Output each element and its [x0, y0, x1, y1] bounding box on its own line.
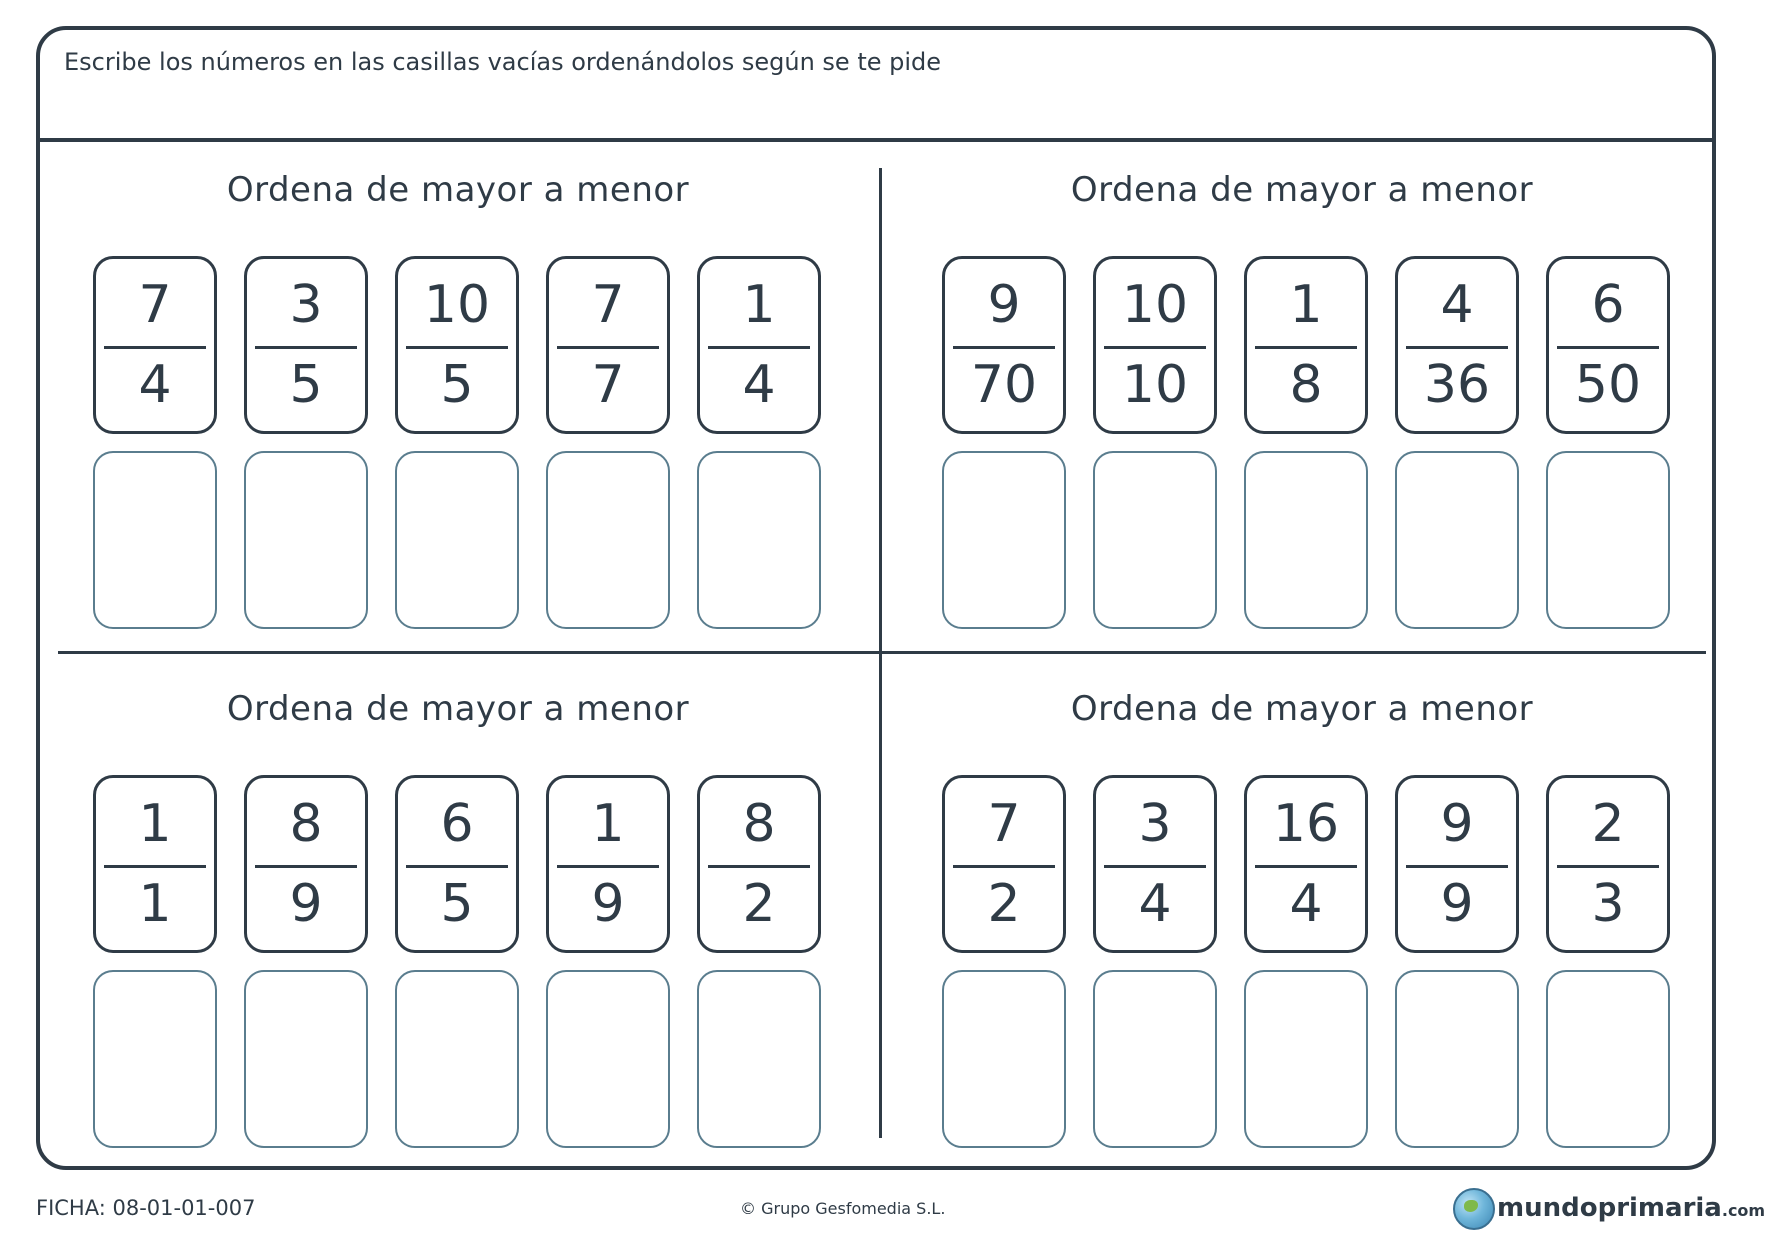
fraction-card: [1244, 256, 1368, 434]
fraction-denominator: 5: [440, 874, 474, 934]
fraction-numerator: 1: [591, 794, 625, 854]
fraction-denominator: 10: [1121, 355, 1189, 415]
fraction-numerator: 9: [987, 275, 1021, 335]
fraction-bar: [1406, 865, 1508, 868]
answer-box[interactable]: [546, 970, 670, 1148]
fraction-card: [1244, 775, 1368, 953]
fraction-denominator: 36: [1423, 355, 1491, 415]
fraction-card: [1546, 256, 1670, 434]
exercise-title: Ordena de mayor a menor: [226, 170, 690, 210]
brand-wordmark: [1497, 1193, 1765, 1223]
globe-icon: [1453, 1188, 1495, 1230]
answer-box[interactable]: [1546, 451, 1670, 629]
fraction-numerator: 16: [1272, 794, 1340, 854]
fraction-numerator: 1: [1289, 275, 1323, 335]
fraction-card: [93, 256, 217, 434]
answer-box[interactable]: [1093, 970, 1217, 1148]
answer-box[interactable]: [697, 970, 821, 1148]
fraction-numerator: 10: [423, 275, 491, 335]
fraction-bar: [104, 346, 206, 349]
copyright-text: © Grupo Gesfomedia S.L.: [740, 1199, 946, 1218]
fraction-card: [942, 256, 1066, 434]
fraction-bar: [1104, 346, 1206, 349]
exercise-quadrant-1: [58, 170, 858, 650]
fraction-bar: [1557, 346, 1659, 349]
fraction-card: [395, 256, 519, 434]
fraction-numerator: 4: [1440, 275, 1474, 335]
exercise-quadrant-2: [902, 170, 1702, 650]
fraction-bar: [1104, 865, 1206, 868]
fraction-bar: [1255, 346, 1357, 349]
fraction-numerator: 1: [138, 794, 172, 854]
instruction-text: Escribe los números en las casillas vacías ordenándolos según se te pide: [64, 48, 942, 76]
answer-box[interactable]: [697, 451, 821, 629]
fraction-denominator: 2: [742, 874, 776, 934]
fraction-numerator: 9: [1440, 794, 1474, 854]
fraction-denominator: 9: [289, 874, 323, 934]
fraction-denominator: 4: [138, 355, 172, 415]
brand-name: mundoprimaria: [1497, 1193, 1722, 1223]
fraction-numerator: 6: [1591, 275, 1625, 335]
fraction-denominator: 5: [440, 355, 474, 415]
fraction-card: [1093, 256, 1217, 434]
exercise-title: Ordena de mayor a menor: [226, 689, 690, 729]
fraction-numerator: 6: [440, 794, 474, 854]
answer-box[interactable]: [93, 970, 217, 1148]
fraction-numerator: 2: [1591, 794, 1625, 854]
fraction-card: [546, 256, 670, 434]
fraction-card: [697, 775, 821, 953]
fraction-card: [697, 256, 821, 434]
fraction-numerator: 3: [1138, 794, 1172, 854]
answer-box[interactable]: [244, 451, 368, 629]
answer-box[interactable]: [1546, 970, 1670, 1148]
fraction-numerator: 7: [987, 794, 1021, 854]
answer-box[interactable]: [395, 451, 519, 629]
worksheet: [36, 26, 1716, 1170]
answer-box[interactable]: [546, 451, 670, 629]
fraction-numerator: 10: [1121, 275, 1189, 335]
answer-box[interactable]: [1244, 970, 1368, 1148]
fraction-numerator: 8: [742, 794, 776, 854]
fraction-card: [244, 256, 368, 434]
fraction-card: [93, 775, 217, 953]
fraction-numerator: 3: [289, 275, 323, 335]
fraction-bar: [708, 346, 810, 349]
fraction-bar: [1406, 346, 1508, 349]
fraction-card: [1395, 775, 1519, 953]
fraction-denominator: 3: [1591, 874, 1625, 934]
fraction-bar: [557, 346, 659, 349]
fraction-bar: [255, 865, 357, 868]
fraction-bar: [953, 865, 1055, 868]
exercise-title: Ordena de mayor a menor: [1070, 689, 1534, 729]
answer-box[interactable]: [1395, 451, 1519, 629]
answer-box[interactable]: [942, 970, 1066, 1148]
fraction-bar: [104, 865, 206, 868]
fraction-card: [1093, 775, 1217, 953]
fraction-denominator: 1: [138, 874, 172, 934]
worksheet-code: FICHA: 08-01-01-007: [36, 1196, 256, 1220]
fraction-denominator: 9: [1440, 874, 1474, 934]
fraction-denominator: 50: [1574, 355, 1642, 415]
exercise-quadrant-3: [58, 689, 858, 1169]
fraction-numerator: 8: [289, 794, 323, 854]
horizontal-divider: [58, 651, 1706, 654]
answer-box[interactable]: [1244, 451, 1368, 629]
answer-box[interactable]: [1093, 451, 1217, 629]
answer-box[interactable]: [395, 970, 519, 1148]
fraction-bar: [1255, 865, 1357, 868]
fraction-bar: [406, 865, 508, 868]
fraction-denominator: 4: [1138, 874, 1172, 934]
fraction-bar: [1557, 865, 1659, 868]
fraction-numerator: 7: [138, 275, 172, 335]
fraction-denominator: 8: [1289, 355, 1323, 415]
brand-tld: .com: [1721, 1201, 1765, 1220]
fraction-denominator: 5: [289, 355, 323, 415]
fraction-numerator: 1: [742, 275, 776, 335]
fraction-denominator: 2: [987, 874, 1021, 934]
answer-box[interactable]: [93, 451, 217, 629]
fraction-bar: [953, 346, 1055, 349]
answer-box[interactable]: [244, 970, 368, 1148]
fraction-denominator: 9: [591, 874, 625, 934]
fraction-card: [942, 775, 1066, 953]
fraction-bar: [406, 346, 508, 349]
fraction-card: [546, 775, 670, 953]
fraction-bar: [255, 346, 357, 349]
fraction-card: [1395, 256, 1519, 434]
fraction-card: [244, 775, 368, 953]
fraction-bar: [557, 865, 659, 868]
fraction-denominator: 70: [970, 355, 1038, 415]
exercise-title: Ordena de mayor a menor: [1070, 170, 1534, 210]
fraction-numerator: 7: [591, 275, 625, 335]
answer-box[interactable]: [942, 451, 1066, 629]
fraction-bar: [708, 865, 810, 868]
fraction-denominator: 7: [591, 355, 625, 415]
fraction-denominator: 4: [1289, 874, 1323, 934]
exercise-quadrant-4: [902, 689, 1702, 1169]
fraction-card: [395, 775, 519, 953]
fraction-card: [1546, 775, 1670, 953]
instruction-header: [40, 30, 1712, 142]
answer-box[interactable]: [1395, 970, 1519, 1148]
fraction-denominator: 4: [742, 355, 776, 415]
